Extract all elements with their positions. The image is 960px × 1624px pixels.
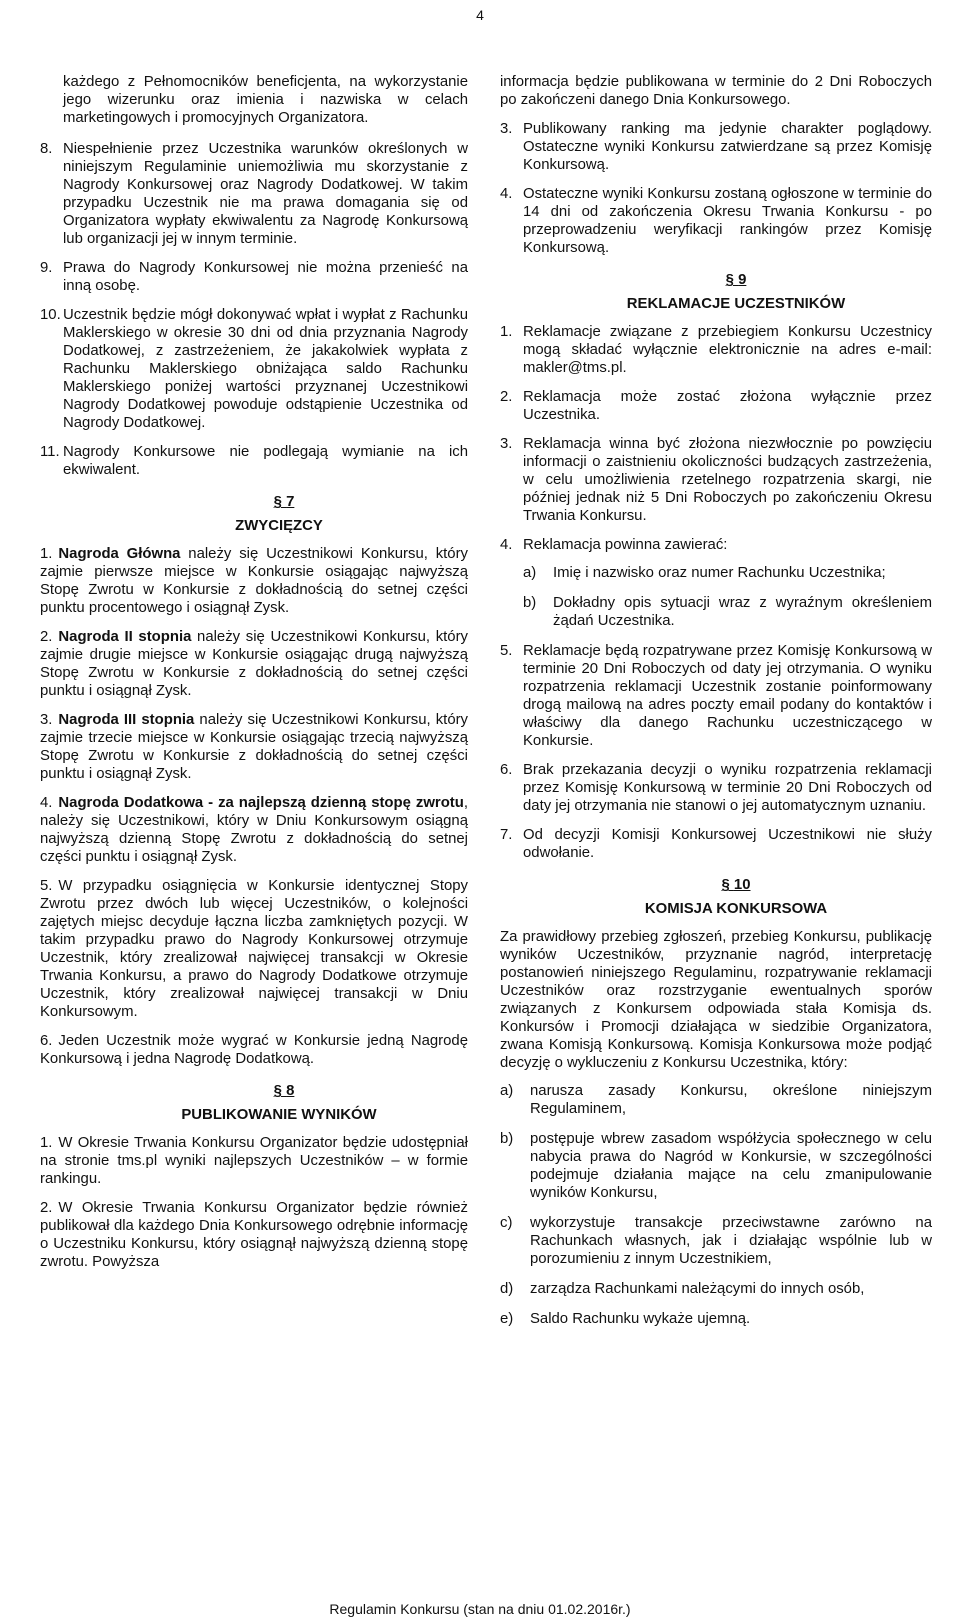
item-text: Reklamacja winna być złożona niezwłocznie po powzięciu informacji o zaistnieniu okoliczności budzących zastrzeżenia, w celu umożliwienia rzetelnego rozpatrzenia skargi, nie później jednak niż 5 Dni Roboczych po zakończeniu Okresu Trwania Konkursu. xyxy=(523,436,932,524)
item-number: 2. xyxy=(40,629,53,645)
list-item-9 xyxy=(40,259,468,295)
item-number: 6. xyxy=(500,762,513,778)
item-text: Publikowany ranking ma jedynie charakter poglądowy. Ostateczne wyniki Konkursu zatwierdzane są przez Komisję Konkursową. xyxy=(523,121,932,173)
list-item-9-3 xyxy=(500,435,932,525)
item-text: należy się Uczestnikowi Konkursu, który zajmie pierwsze miejsce w Konkursie osiągając najwyższą Stopę Zwrotu w Konkursie z dokładnością do setnej części punktu procentowego i osiągnął Zysk. xyxy=(40,546,468,616)
item-text: Reklamacja może zostać złożona wyłącznie przez Uczestnika. xyxy=(523,389,932,423)
item-text: W Okresie Trwania Konkursu Organizator będzie również publikował dla każdego Dnia Konkursowego odrębnie informację o Uczestniku Konkursu, który osiągnął najwyższą dzienną stopę zwrotu. Powyższa xyxy=(40,1200,468,1270)
section-7-number: § 7 xyxy=(40,493,468,511)
item-number: 4. xyxy=(500,537,513,553)
sub-item-letter: a) xyxy=(500,1083,514,1099)
item-number: 2. xyxy=(40,1200,53,1216)
item-number: 1. xyxy=(40,1135,53,1151)
page-number: 4 xyxy=(476,7,484,23)
sub-item-letter: e) xyxy=(500,1311,514,1327)
sub-item-text: postępuje wbrew zasadom współżycia społecznego w celu nabycia prawa do Nagród w Konkursie, w szczególności podejmuje działania mające na celu zmanipulowanie wyników Konkursu, xyxy=(530,1131,932,1201)
item-number: 3. xyxy=(500,121,513,137)
list-item-9-5 xyxy=(500,642,932,750)
sub-item-letter: d) xyxy=(500,1281,514,1297)
item-text: Od decyzji Komisji Konkursowej Uczestnikowi nie służy odwołanie. xyxy=(523,827,932,861)
item-text: W przypadku osiągnięcia w Konkursie identycznej Stopy Zwrotu przez dwóch lub więcej Uczestników, o kolejności zajętych miejsc decyduje łączna liczba zamkniętych pozycji. W takim przypadku prawo do Nagrody Konkursowej otrzymuje Uczestnik, który zrealizował najwięcej transakcji w Okresie Trwania Konkursu, a prawo do Nagrody Dodatkowe otrzymuje Uczestnik, który zrealizował najwięcej transakcji w Dniu Konkursowym. xyxy=(40,878,468,1020)
list-item-10 xyxy=(40,306,468,432)
page-footer: Regulamin Konkursu (stan na dniu 01.02.2016r.) xyxy=(329,1601,631,1617)
list-item-7-3 xyxy=(40,711,468,783)
item-number: 11. xyxy=(40,444,60,460)
section-10-title: KOMISJA KONKURSOWA xyxy=(644,901,828,917)
item-bold: Nagroda II stopnia xyxy=(58,629,192,645)
section-8-title: PUBLIKOWANIE WYNIKÓW xyxy=(181,1107,377,1123)
item-text: Niespełnienie przez Uczestnika warunków określonych w niniejszym Regulaminie uniemożliwia mu skorzystanie z Nagrody Konkursowej oraz Nagrody Dodatkowej. W takim przypadku Uczestnik nie ma prawa domagania się od Organizatora wypłaty ekwiwalentu za Nagrodę Konkursową lub organizacji jej w innym terminie. xyxy=(63,141,468,247)
section-10-intro: Za prawidłowy przebieg zgłoszeń, przebieg Konkursu, publikację wyników Uczestników, przyznanie nagród, interpretację postanowień niniejszego Regulaminu, rozpatrywanie reklamacji Uczestników oraz rozstrzyganie ewentualnych sporów związanych z Konkursem odpowiada stała Komisja ds. Konkursów i Promocji działająca w siedzibie Organizatora, zwana Komisją Konkursową. Komisja Konkursowa może podjąć decyzję o wykluczeniu z Konkursu Uczestnika, który: xyxy=(500,929,932,1071)
sub-item-a xyxy=(523,564,932,582)
list-item-11 xyxy=(40,443,468,479)
list-item-8-3 xyxy=(500,120,932,174)
item-text: , należy się Uczestnikowi, który w Dniu Konkursowym osiągną najwyższą dzienną Stopę Zwrotu z dokładnością do setnej części punktu i osiągnął Zysk. xyxy=(40,795,468,865)
list-item-9-6 xyxy=(500,761,932,815)
sub-item-text: wykorzystuje transakcje przeciwstawne zarówno na Rachunkach własnych, jak i działając wspólnie lub w porozumieniu z innym Uczestnikiem, xyxy=(530,1215,932,1267)
sub-item-e xyxy=(500,1310,932,1328)
item-number: 5. xyxy=(500,643,513,659)
sub-item-letter: b) xyxy=(523,595,537,611)
sub-item-letter: b) xyxy=(500,1131,514,1147)
item-number: 3. xyxy=(500,436,513,452)
sub-item-text: Saldo Rachunku wykaże ujemną. xyxy=(530,1311,751,1327)
list-item-9-2 xyxy=(500,388,932,424)
sub-item-d xyxy=(500,1280,932,1298)
continued-paragraph: każdego z Pełnomocników beneficjenta, na wykorzystanie jego wizerunku oraz imienia i nazwiska w celach marketingowych i promocyjnych Organizatora. xyxy=(63,74,468,126)
item-number: 1. xyxy=(40,546,53,562)
item-bold: Nagroda Dodatkowa - za najlepszą dzienną stopę zwrotu xyxy=(58,795,464,811)
item-number: 2. xyxy=(500,389,513,405)
item-text: Ostateczne wyniki Konkursu zostaną ogłoszone w terminie do 14 dni od zakończenia Okresu Trwania Konkursu - po przeprowadzeniu weryfikacji rankingów przez Komisję Konkursową. xyxy=(523,186,932,256)
item-number: 5. xyxy=(40,878,53,894)
item-text: Reklamacja powinna zawierać: xyxy=(523,537,728,553)
section-7-title: ZWYCIĘZCY xyxy=(235,518,323,534)
item-number: 4. xyxy=(500,186,513,202)
continued-paragraph: informacja będzie publikowana w terminie do 2 Dni Roboczych po zakończeni danego Dnia Konkursowego. xyxy=(500,74,932,108)
list-item-7-4 xyxy=(40,794,468,866)
sub-item-c xyxy=(500,1214,932,1268)
item-text: W Okresie Trwania Konkursu Organizator będzie udostępniał na stronie tms.pl wyniki najlepszych Uczestników – w formie rankingu. xyxy=(40,1135,468,1187)
list-item-8-2 xyxy=(40,1199,468,1271)
list-item-8-1 xyxy=(40,1134,468,1188)
sub-item-text: narusza zasady Konkursu, określone niniejszym Regulaminem, xyxy=(530,1083,932,1117)
item-text: Nagrody Konkursowe nie podlegają wymianie na ich ekwiwalent. xyxy=(63,444,468,478)
item-number: 1. xyxy=(500,324,513,340)
item-bold: Nagroda Główna xyxy=(58,546,181,562)
item-text: Jeden Uczestnik może wygrać w Konkursie jedną Nagrodę Konkursową i jedna Nagrodę Dodatkową. xyxy=(40,1033,468,1067)
sub-item-text: Dokładny opis sytuacji wraz z wyraźnym określeniem żądań Uczestnika. xyxy=(553,595,932,629)
item-number: 6. xyxy=(40,1033,53,1049)
sub-item-text: Imię i nazwisko oraz numer Rachunku Uczestnika; xyxy=(553,565,886,581)
item-text: Uczestnik będzie mógł dokonywać wpłat i wypłat z Rachunku Maklerskiego w okresie 30 dni od dnia przyznania Nagrody Dodatkowej, z zastrzeżeniem, że jakakolwiek wypłata z Rachunku Maklerskiego obniżająca saldo Rachunku Maklerskiego poniżej wartości przyznanej Uczestnikowi Nagrody Dodatkowej powoduje odstąpienie Uczestnika od Nagrody Dodatkowej. xyxy=(63,307,468,431)
item-number: 7. xyxy=(500,827,513,843)
list-item-9-4 xyxy=(500,536,932,554)
item-text: Reklamacje związane z przebiegiem Konkursu Uczestnicy mogą składać wyłącznie elektronicznie na adres e-mail: makler@tms.pl. xyxy=(523,324,932,376)
right-column xyxy=(500,73,932,1340)
sub-item-b xyxy=(523,594,932,630)
sub-item-a xyxy=(500,1082,932,1118)
item-number: 10. xyxy=(40,307,61,323)
section-10-number: § 10 xyxy=(500,876,932,894)
list-item-7-2 xyxy=(40,628,468,700)
list-item-8 xyxy=(40,140,468,248)
item-number: 3. xyxy=(40,712,53,728)
item-number: 8. xyxy=(40,141,53,157)
item-text: należy się Uczestnikowi Konkursu, który zajmie drugie miejsce w Konkursie osiągając drugą najwyższą Stopę Zwrotu w Konkursie z dokładnością do setnej części punktu i osiągnął Zysk. xyxy=(40,629,468,699)
section-9-title: REKLAMACJE UCZESTNIKÓW xyxy=(626,296,846,312)
section-8-number: § 8 xyxy=(40,1082,468,1100)
left-column xyxy=(40,73,468,1282)
item-text: Brak przekazania decyzji o wyniku rozpatrzenia reklamacji przez Komisję Konkursową w terminie 20 Dni Roboczych od daty jej otrzymania nie stanowi o jej automatycznym uznaniu. xyxy=(523,762,932,814)
item-text: należy się Uczestnikowi Konkursu, który zajmie trzecie miejsce w Konkursie osiągając trzecią najwyższą Stopę Zwrotu w Konkursie z dokładnością do setnej części punktu i osiągnął Zysk. xyxy=(40,712,469,782)
list-item-9-7 xyxy=(500,826,932,862)
list-item-7-5 xyxy=(40,877,468,1021)
section-9-number: § 9 xyxy=(500,271,932,289)
list-item-7-6 xyxy=(40,1032,468,1068)
item-text: Reklamacje będą rozpatrywane przez Komisję Konkursową w terminie 20 Dni Roboczych od daty jej otrzymania. O wyniku rozpatrzenia reklamacji Uczestnik zostanie poinformowany drogą mailową na adres poczty email podany do kontaktów i właściwy dla danego Rachunku uczestniczącego w Konkursie. xyxy=(523,643,932,749)
sub-item-text: zarządza Rachunkami należącymi do innych osób, xyxy=(530,1281,865,1297)
sub-item-letter: c) xyxy=(500,1215,513,1231)
list-item-7-1 xyxy=(40,545,468,617)
list-item-9-1 xyxy=(500,323,932,377)
list-item-8-4 xyxy=(500,185,932,257)
item-bold: Nagroda III stopnia xyxy=(58,712,195,728)
item-number: 9. xyxy=(40,260,53,276)
item-number: 4. xyxy=(40,795,53,811)
sub-item-letter: a) xyxy=(523,565,537,581)
sub-item-b xyxy=(500,1130,932,1202)
item-text: Prawa do Nagrody Konkursowej nie można przenieść na inną osobę. xyxy=(63,260,468,294)
